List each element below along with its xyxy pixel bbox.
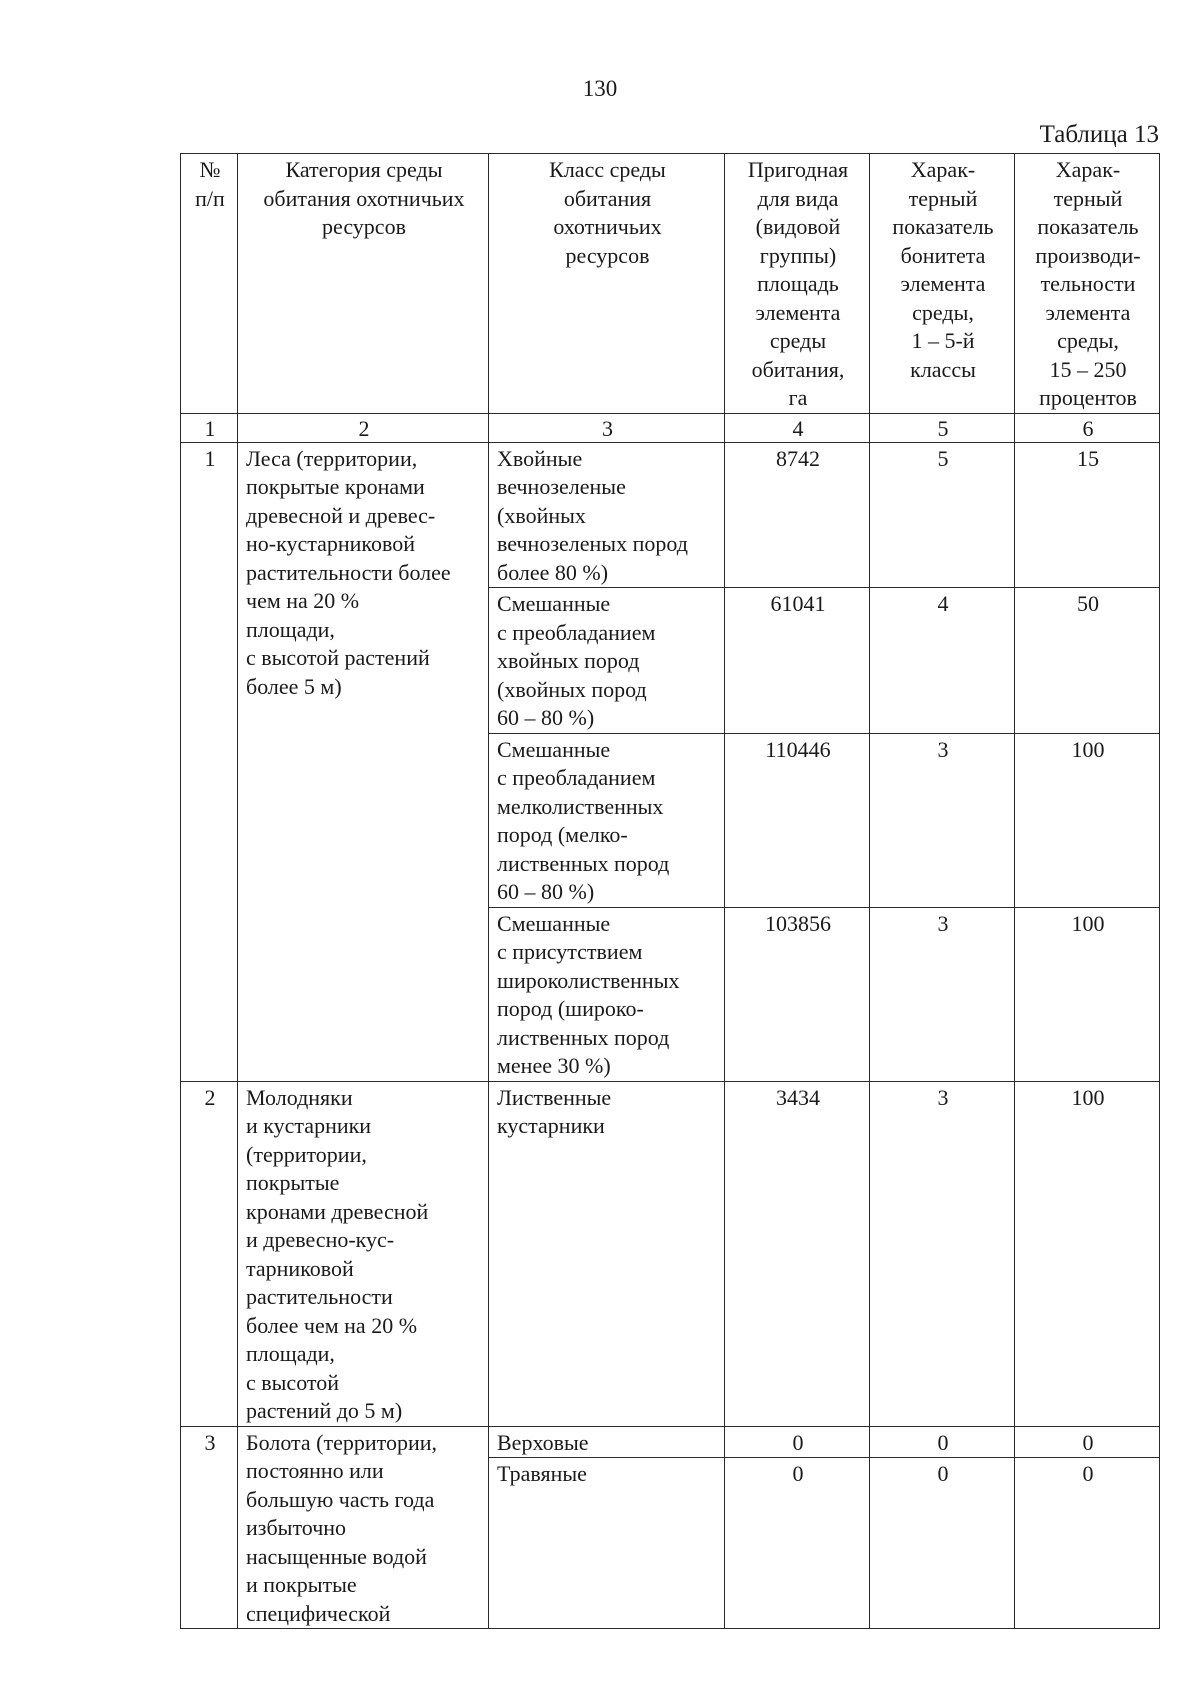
habitat-category: Молодняки и кустарники (территории, покрытые кронами древесной и древесно-кус- тарниковой растительности более чем на 20 % площади, с высотой растений до 5 м): [238, 1081, 489, 1426]
suitable-area: 0: [725, 1458, 870, 1629]
header-category: Категория среды обитания охотничьих ресурсов: [238, 154, 489, 414]
productivity-value: 100: [1015, 1081, 1160, 1426]
table-header-row: [181, 154, 1160, 414]
column-number: 4: [725, 413, 870, 442]
habitat-category: Леса (территории, покрытые кронами древесной и древес- но-кустарниковой растительности более чем на 20 % площади, с высотой растений более 5 м): [238, 442, 489, 1081]
habitat-class: Смешанные с присутствием широколиственных пород (широко- лиственных пород менее 30 %): [489, 907, 725, 1081]
suitable-area: 3434: [725, 1081, 870, 1426]
header-number: № п/п: [181, 154, 238, 414]
habitat-category: Болота (территории, постоянно или большую часть года избыточно насыщенные водой и покрытые специфической: [238, 1426, 489, 1629]
productivity-value: 0: [1015, 1426, 1160, 1458]
row-number: 2: [181, 1081, 238, 1426]
page-number: 130: [582, 76, 618, 101]
header-bonitet: Харак- терный показатель бонитета элемента среды, 1 – 5-й классы: [870, 154, 1015, 414]
productivity-value: 50: [1015, 588, 1160, 734]
header-class: Класс среды обитания охотничьих ресурсов: [489, 154, 725, 414]
bonitet-value: 3: [870, 733, 1015, 907]
habitat-class: Смешанные с преобладанием мелколиственных пород (мелко- лиственных пород 60 – 80 %): [489, 733, 725, 907]
habitat-class: Хвойные вечнозеленые (хвойных вечнозеленых пород более 80 %): [489, 442, 725, 588]
column-number: 6: [1015, 413, 1160, 442]
productivity-value: 15: [1015, 442, 1160, 588]
column-number: 5: [870, 413, 1015, 442]
habitat-class: Травяные: [489, 1458, 725, 1629]
suitable-area: 61041: [725, 588, 870, 734]
bonitet-value: 0: [870, 1458, 1015, 1629]
suitable-area: 0: [725, 1426, 870, 1458]
bonitet-value: 3: [870, 907, 1015, 1081]
habitat-class: Верховые: [489, 1426, 725, 1458]
productivity-value: 0: [1015, 1458, 1160, 1629]
column-number: 2: [238, 413, 489, 442]
bonitet-value: 3: [870, 1081, 1015, 1426]
column-number: 1: [181, 413, 238, 442]
suitable-area: 8742: [725, 442, 870, 588]
column-number: 3: [489, 413, 725, 442]
habitat-table: [180, 153, 1160, 1629]
habitat-class: Смешанные с преобладанием хвойных пород (хвойных пород 60 – 80 %): [489, 588, 725, 734]
table-row: [181, 1081, 1160, 1426]
bonitet-value: 0: [870, 1426, 1015, 1458]
bonitet-value: 4: [870, 588, 1015, 734]
table-row: [181, 1426, 1160, 1458]
habitat-class: Лиственные кустарники: [489, 1081, 725, 1426]
header-area: Пригодная для вида (видовой группы) площадь элемента среды обитания, га: [725, 154, 870, 414]
suitable-area: 103856: [725, 907, 870, 1081]
row-number: 3: [181, 1426, 238, 1629]
table-caption: Таблица 13: [1039, 121, 1159, 148]
bonitet-value: 5: [870, 442, 1015, 588]
productivity-value: 100: [1015, 907, 1160, 1081]
row-number: 1: [181, 442, 238, 1081]
header-productivity: Харак- терный показатель производи- тельности элемента среды, 15 – 250 процентов: [1015, 154, 1160, 414]
productivity-value: 100: [1015, 733, 1160, 907]
table-row: [181, 442, 1160, 588]
column-number-row: [181, 413, 1160, 442]
suitable-area: 110446: [725, 733, 870, 907]
